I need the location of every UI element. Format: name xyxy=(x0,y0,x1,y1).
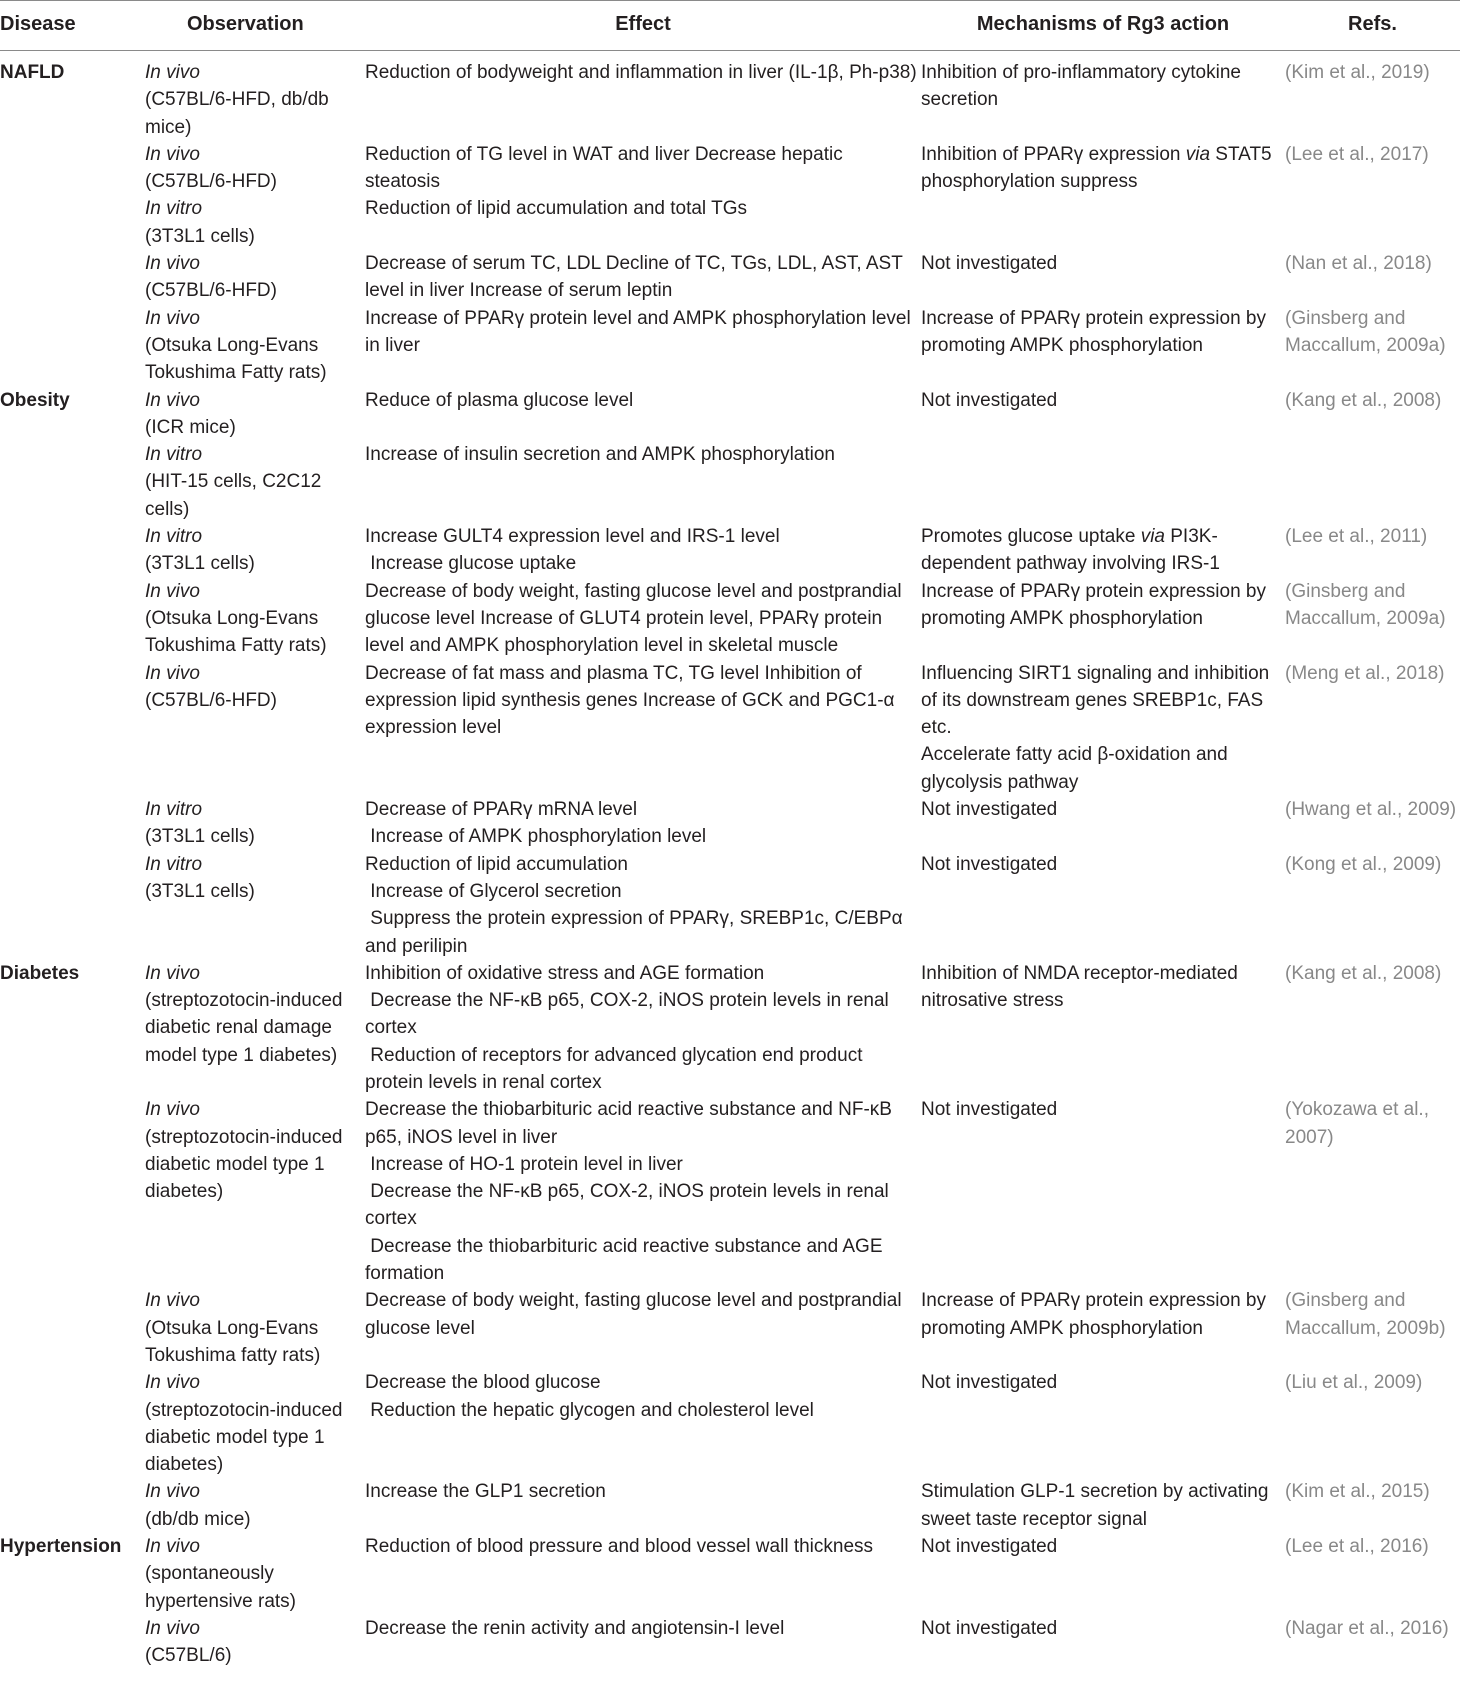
cell-effect xyxy=(365,1533,921,1615)
observation-type: In vivo xyxy=(145,1099,200,1121)
effect-line: Increase of AMPK phosphorylation level xyxy=(365,826,707,848)
mechanism-line: Increase of PPARγ protein expression by promoting AMPK phosphorylation xyxy=(921,307,1266,356)
mechanism-line: Inhibition of pro-inflammatory cytokine secretion xyxy=(921,62,1241,111)
cell-observation xyxy=(145,141,365,196)
cell-observation xyxy=(145,305,365,387)
observation-type: In vitro xyxy=(145,526,203,548)
cell-disease xyxy=(0,195,145,250)
cell-effect xyxy=(365,250,921,305)
observation-model: (Otsuka Long-Evans Tokushima Fatty rats) xyxy=(145,607,327,657)
cell-mechanism xyxy=(921,195,1285,250)
cell-disease xyxy=(0,1096,145,1287)
cell-disease xyxy=(0,250,145,305)
cell-effect xyxy=(365,960,921,1096)
cell-mechanism xyxy=(921,796,1285,851)
reference-link[interactable]: (Nagar et al., 2016) xyxy=(1285,1617,1449,1639)
observation-model: (3T3L1 cells) xyxy=(145,225,255,247)
table-row xyxy=(0,960,1460,1096)
table-row xyxy=(0,796,1460,851)
header-disease: Disease xyxy=(0,1,145,51)
cell-effect xyxy=(365,195,921,250)
cell-disease xyxy=(0,578,145,660)
cell-reference xyxy=(1285,441,1460,523)
observation-type: In vitro xyxy=(145,444,203,466)
effect-line: Inhibition of oxidative stress and AGE formation xyxy=(365,962,765,984)
cell-observation xyxy=(145,578,365,660)
cell-disease: NAFLD xyxy=(0,62,65,83)
cell-disease: Diabetes xyxy=(0,962,80,984)
cell-reference xyxy=(1285,1369,1460,1478)
reference-link[interactable]: (Yokozawa et al., 2007) xyxy=(1285,1099,1429,1148)
table-row xyxy=(0,441,1460,523)
observation-model: (streptozotocin-induced diabetic renal damage model type 1 diabetes) xyxy=(145,990,343,1066)
effect-line: Decrease the NF-κB p65, COX-2, iNOS protein levels in renal cortex xyxy=(365,990,895,1039)
cell-reference xyxy=(1285,1615,1460,1670)
cell-mechanism xyxy=(921,1287,1285,1369)
observation-model: (streptozotocin-induced diabetic model type 1 diabetes) xyxy=(145,1126,343,1203)
effect-line: Reduction of bodyweight and inflammation in liver (IL-1β, Ph-p38) xyxy=(365,62,917,83)
cell-disease xyxy=(0,796,145,851)
table-row xyxy=(0,141,1460,196)
observation-model: (db/db mice) xyxy=(145,1508,251,1530)
cell-disease: Hypertension xyxy=(0,1536,122,1558)
cell-mechanism xyxy=(921,1533,1285,1615)
reference-link[interactable]: (Kim et al., 2015) xyxy=(1285,1481,1430,1503)
reference-link[interactable]: (Kim et al., 2019) xyxy=(1285,62,1430,83)
cell-mechanism xyxy=(921,1615,1285,1670)
observation-model: (3T3L1 cells) xyxy=(145,553,255,575)
cell-disease xyxy=(0,141,145,196)
cell-effect xyxy=(365,441,921,523)
mechanism-line: Not investigated xyxy=(921,253,1058,275)
effect-line: Decrease the NF-κB p65, COX-2, iNOS protein levels in renal cortex xyxy=(365,1181,895,1230)
observation-model: (C57BL/6-HFD, db/db mice) xyxy=(145,89,329,138)
observation-type: In vivo xyxy=(145,1481,200,1503)
reference-link[interactable]: (Ginsberg and Maccallum, 2009a) xyxy=(1285,580,1446,629)
effect-line: Reduction of blood pressure and blood vessel wall thickness xyxy=(365,1536,874,1558)
effect-line: Decrease of fat mass and plasma TC, TG level Inhibition of expression lipid synthesis genes Increase of GCK and PGC1-α expression level xyxy=(365,662,900,739)
observation-model: (streptozotocin-induced diabetic model type 1 diabetes) xyxy=(145,1399,343,1476)
cell-disease xyxy=(0,851,145,960)
effect-line: Decrease the thiobarbituric acid reactive substance and NF-κB p65, iNOS level in liver xyxy=(365,1099,898,1148)
cell-reference xyxy=(1285,1478,1460,1533)
cell-observation xyxy=(145,523,365,578)
cell-effect xyxy=(365,1369,921,1478)
cell-mechanism xyxy=(921,1096,1285,1287)
table-body xyxy=(0,51,1460,1670)
cell-disease xyxy=(0,441,145,523)
mechanism-line: Increase of PPARγ protein expression by promoting AMPK phosphorylation xyxy=(921,1290,1266,1339)
table-row xyxy=(0,660,1460,796)
observation-type: In vivo xyxy=(145,580,200,602)
cell-effect xyxy=(365,141,921,196)
table-row xyxy=(0,578,1460,660)
effect-line: Reduce of plasma glucose level xyxy=(365,389,634,411)
cell-disease xyxy=(0,1369,145,1478)
effect-line: Decrease of body weight, fasting glucose level and postprandial glucose level Increase of GLUT4 protein level, PPARγ protein level and AMPK phosphorylation level in skeletal muscle xyxy=(365,580,907,657)
cell-mechanism xyxy=(921,851,1285,960)
observation-type: In vivo xyxy=(145,307,200,329)
cell-effect xyxy=(365,578,921,660)
cell-reference xyxy=(1285,305,1460,387)
effect-line: Increase glucose uptake xyxy=(365,553,577,575)
mechanism-line: Stimulation GLP-1 secretion by activating sweet taste receptor signal xyxy=(921,1481,1269,1530)
cell-observation xyxy=(145,51,365,141)
observation-type: In vivo xyxy=(145,143,200,165)
table-row xyxy=(0,523,1460,578)
table-row xyxy=(0,51,1460,141)
table-row xyxy=(0,1287,1460,1369)
effect-line: Increase of PPARγ protein level and AMPK phosphorylation level in liver xyxy=(365,307,916,356)
table-row xyxy=(0,250,1460,305)
reference-link[interactable]: (Ginsberg and Maccallum, 2009a) xyxy=(1285,307,1446,356)
mechanism-line: Inhibition of NMDA receptor-mediated nitrosative stress xyxy=(921,962,1238,1012)
cell-reference xyxy=(1285,387,1460,442)
cell-reference xyxy=(1285,1287,1460,1369)
observation-model: (C57BL/6-HFD) xyxy=(145,171,277,193)
effect-line: Increase the GLP1 secretion xyxy=(365,1481,606,1503)
cell-mechanism xyxy=(921,141,1285,196)
cell-mechanism xyxy=(921,660,1285,796)
cell-observation xyxy=(145,1287,365,1369)
cell-reference xyxy=(1285,660,1460,796)
cell-reference xyxy=(1285,1096,1460,1287)
cell-reference xyxy=(1285,195,1460,250)
reference-link[interactable]: (Kang et al., 2008) xyxy=(1285,962,1442,984)
cell-reference xyxy=(1285,141,1460,196)
reference-link[interactable]: (Lee et al., 2016) xyxy=(1285,1536,1429,1558)
cell-reference xyxy=(1285,1533,1460,1615)
observation-model: (ICR mice) xyxy=(145,416,236,438)
observation-type: In vitro xyxy=(145,853,203,875)
mechanism-line: Not investigated xyxy=(921,799,1058,821)
header-mechanism: Mechanisms of Rg3 action xyxy=(921,1,1285,51)
table-row xyxy=(0,851,1460,960)
observation-type: In vivo xyxy=(145,1372,200,1394)
observation-type: In vivo xyxy=(145,1536,200,1558)
reference-link[interactable]: (Ginsberg and Maccallum, 2009b) xyxy=(1285,1290,1446,1339)
table-row xyxy=(0,1369,1460,1478)
effect-line: Decrease of body weight, fasting glucose level and postprandial glucose level xyxy=(365,1290,907,1339)
reference-link[interactable]: (Meng et al., 2018) xyxy=(1285,662,1445,684)
cell-mechanism xyxy=(921,1478,1285,1533)
table-row xyxy=(0,387,1460,442)
effect-line: Decrease of PPARγ mRNA level xyxy=(365,799,638,821)
mechanism-line: Accelerate fatty acid β-oxidation and glycolysis pathway xyxy=(921,744,1228,793)
cell-effect xyxy=(365,523,921,578)
cell-effect xyxy=(365,660,921,796)
cell-effect xyxy=(365,851,921,960)
cell-observation xyxy=(145,960,365,1096)
cell-observation xyxy=(145,1615,365,1670)
observation-type: In vivo xyxy=(145,62,200,83)
cell-observation xyxy=(145,1096,365,1287)
mechanism-line: Increase of PPARγ protein expression by promoting AMPK phosphorylation xyxy=(921,580,1266,629)
table-row xyxy=(0,1615,1460,1670)
cell-effect xyxy=(365,1478,921,1533)
cell-reference xyxy=(1285,523,1460,578)
cell-reference xyxy=(1285,851,1460,960)
effect-line: Reduction the hepatic glycogen and cholesterol level xyxy=(365,1399,814,1421)
observation-model: (spontaneously hypertensive rats) xyxy=(145,1563,297,1612)
header-effect: Effect xyxy=(365,1,921,51)
observation-model: (Otsuka Long-Evans Tokushima Fatty rats) xyxy=(145,334,327,384)
cell-observation xyxy=(145,1478,365,1533)
effect-line: Increase of Glycerol secretion xyxy=(365,880,622,902)
table-row xyxy=(0,1096,1460,1287)
table-row xyxy=(0,305,1460,387)
observation-type: In vivo xyxy=(145,1290,200,1312)
cell-observation xyxy=(145,195,365,250)
effect-line: Reduction of lipid accumulation xyxy=(365,853,628,875)
cell-effect xyxy=(365,51,921,141)
reference-link[interactable]: (Nan et al., 2018) xyxy=(1285,253,1432,275)
effect-line: Decrease the blood glucose xyxy=(365,1372,601,1394)
cell-mechanism xyxy=(921,387,1285,442)
observation-model: (C57BL/6-HFD) xyxy=(145,280,277,302)
mechanism-line: Not investigated xyxy=(921,853,1058,875)
cell-mechanism xyxy=(921,578,1285,660)
mechanism-line: Not investigated xyxy=(921,389,1058,411)
cell-reference xyxy=(1285,796,1460,851)
effect-line: Decrease the thiobarbituric acid reactive substance and AGE formation xyxy=(365,1235,888,1285)
cell-observation xyxy=(145,387,365,442)
cell-effect xyxy=(365,387,921,442)
cell-disease xyxy=(0,305,145,387)
reference-link[interactable]: (Hwang et al., 2009) xyxy=(1285,799,1457,821)
observation-type: In vivo xyxy=(145,662,200,684)
cell-observation xyxy=(145,1533,365,1615)
table-row xyxy=(0,1478,1460,1533)
observation-type: In vitro xyxy=(145,198,203,220)
cell-disease xyxy=(0,660,145,796)
observation-model: (3T3L1 cells) xyxy=(145,880,255,902)
cell-observation xyxy=(145,250,365,305)
cell-observation xyxy=(145,441,365,523)
cell-disease xyxy=(0,1287,145,1369)
mechanism-line: Not investigated xyxy=(921,1099,1058,1121)
effect-line: Suppress the protein expression of PPARγ, SREBP1c, C/EBPα and perilipin xyxy=(365,908,908,957)
mechanism-line: Inhibition of PPARγ expression via STAT5 phosphorylation suppress xyxy=(921,143,1272,193)
cell-reference xyxy=(1285,51,1460,141)
cell-mechanism xyxy=(921,523,1285,578)
cell-effect xyxy=(365,305,921,387)
observation-type: In vivo xyxy=(145,1617,200,1639)
cell-disease xyxy=(0,1615,145,1670)
cell-disease xyxy=(0,523,145,578)
effect-line: Increase of HO-1 protein level in liver xyxy=(365,1153,683,1175)
table-header-row xyxy=(0,1,1460,51)
effect-line: Reduction of TG level in WAT and liver Decrease hepatic steatosis xyxy=(365,143,848,193)
effect-line: Increase of insulin secretion and AMPK phosphorylation xyxy=(365,444,835,466)
mechanism-line: Promotes glucose uptake via PI3K-dependent pathway involving IRS-1 xyxy=(921,526,1220,575)
cell-reference xyxy=(1285,960,1460,1096)
observation-type: In vivo xyxy=(145,389,200,411)
cell-disease: Obesity xyxy=(0,389,70,411)
reference-link[interactable]: (Liu et al., 2009) xyxy=(1285,1372,1423,1394)
cell-observation xyxy=(145,851,365,960)
reference-link[interactable]: (Kong et al., 2009) xyxy=(1285,853,1442,875)
cell-effect xyxy=(365,1615,921,1670)
cell-disease xyxy=(0,1478,145,1533)
cell-mechanism xyxy=(921,960,1285,1096)
cell-observation xyxy=(145,1369,365,1478)
observation-type: In vitro xyxy=(145,799,203,821)
mechanism-line: Influencing SIRT1 signaling and inhibition of its downstream genes SREBP1c, FAS etc. xyxy=(921,662,1270,739)
observation-model: (C57BL/6-HFD) xyxy=(145,689,277,711)
effect-line: Reduction of lipid accumulation and total TGs xyxy=(365,198,747,220)
effect-line: Decrease the renin activity and angiotensin-I level xyxy=(365,1617,785,1639)
mechanism-line: Not investigated xyxy=(921,1617,1058,1639)
header-observation: Observation xyxy=(145,1,365,51)
reference-link[interactable]: (Lee et al., 2011) xyxy=(1285,526,1428,548)
reference-link[interactable]: (Lee et al., 2017) xyxy=(1285,143,1429,165)
cell-effect xyxy=(365,796,921,851)
cell-mechanism xyxy=(921,51,1285,141)
header-refs: Refs. xyxy=(1285,1,1460,51)
effect-line: Increase GULT4 expression level and IRS-1 level xyxy=(365,526,780,548)
mechanism-line: Not investigated xyxy=(921,1536,1058,1558)
cell-mechanism xyxy=(921,441,1285,523)
effect-line: Reduction of receptors for advanced glycation end product protein levels in renal cortex xyxy=(365,1044,868,1093)
cell-mechanism xyxy=(921,250,1285,305)
cell-reference xyxy=(1285,250,1460,305)
observation-model: (HIT-15 cells, C2C12 cells) xyxy=(145,471,322,520)
observation-model: (Otsuka Long-Evans Tokushima fatty rats) xyxy=(145,1317,321,1366)
table-row xyxy=(0,195,1460,250)
reference-link[interactable]: (Kang et al., 2008) xyxy=(1285,389,1442,411)
observation-model: (3T3L1 cells) xyxy=(145,826,255,848)
cell-effect xyxy=(365,1287,921,1369)
cell-reference xyxy=(1285,578,1460,660)
cell-observation xyxy=(145,796,365,851)
observation-type: In vivo xyxy=(145,253,200,275)
mechanism-line: Not investigated xyxy=(921,1372,1058,1394)
observation-model: (C57BL/6) xyxy=(145,1645,232,1667)
observation-type: In vivo xyxy=(145,962,200,984)
cell-observation xyxy=(145,660,365,796)
cell-mechanism xyxy=(921,1369,1285,1478)
cell-effect xyxy=(365,1096,921,1287)
effect-line: Decrease of serum TC, LDL Decline of TC, TGs, LDL, AST, AST level in liver Increase of serum leptin xyxy=(365,253,908,302)
cell-mechanism xyxy=(921,305,1285,387)
table-row xyxy=(0,1533,1460,1615)
